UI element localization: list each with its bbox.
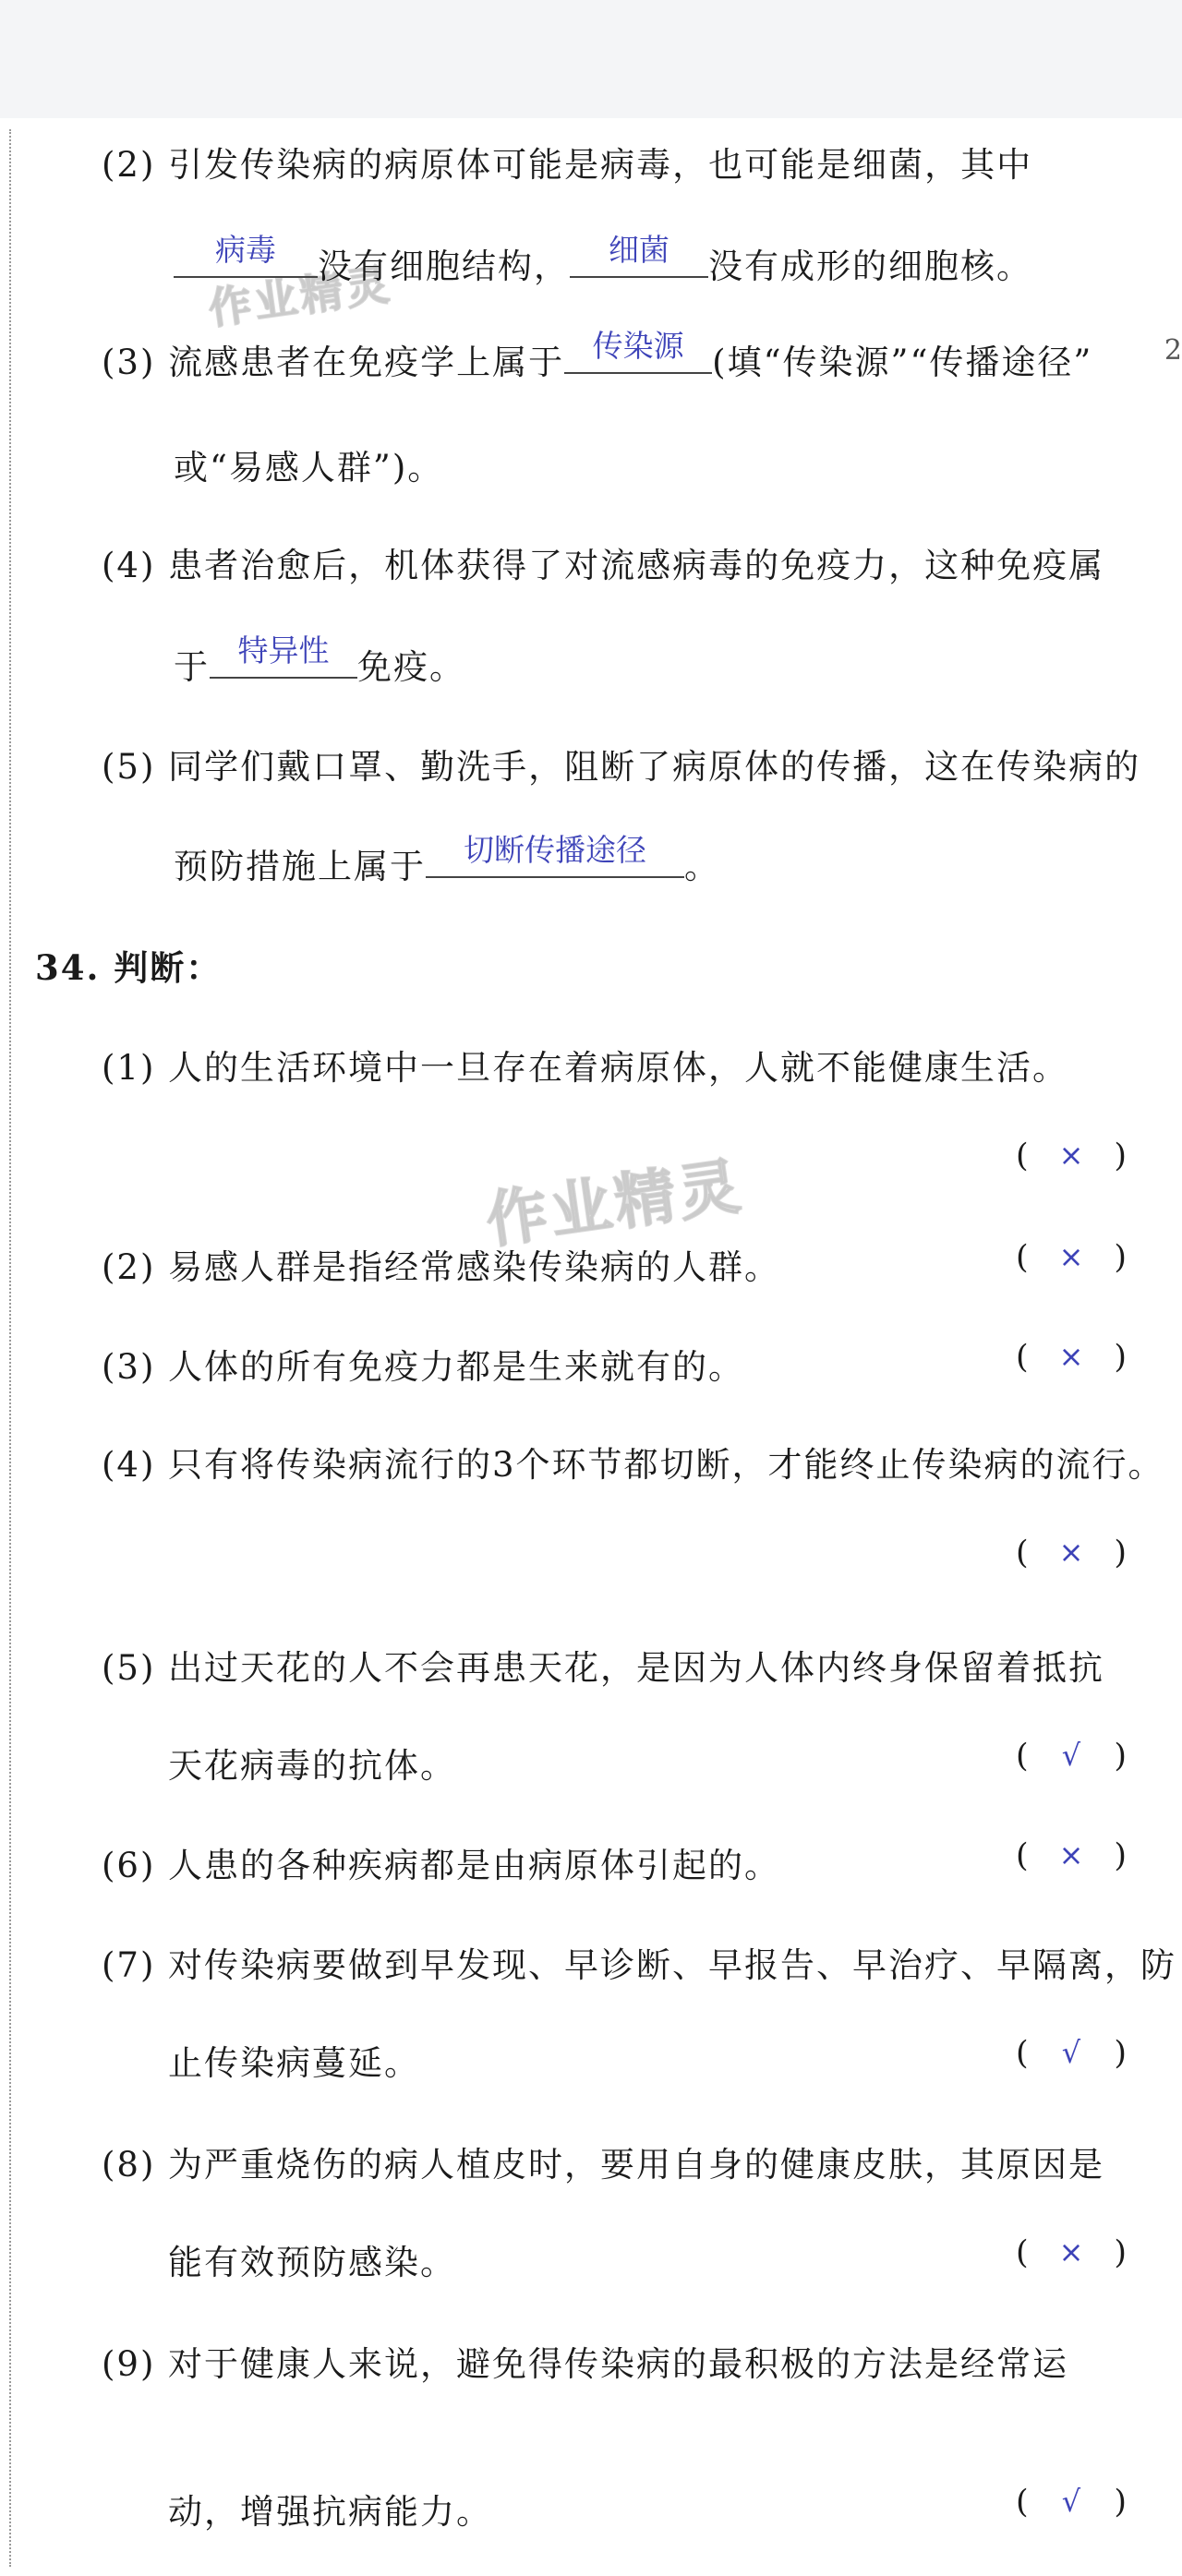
q34-item-7-cont: 止传染病蔓延。: [168, 2043, 420, 2083]
check-icon: √: [1061, 2484, 1081, 2519]
check-icon: √: [1061, 1738, 1081, 1773]
q34-item-5-cont: 天花病毒的抗体。: [168, 1746, 456, 1786]
item-number: (1): [102, 1048, 156, 1088]
item-text: 出过天花的人不会再患天花，是因为人体内终身保留着抵抗: [168, 1648, 1104, 1688]
cross-icon: ×: [1058, 1837, 1084, 1872]
item-number: (2): [102, 1247, 156, 1287]
item-number: (9): [102, 2344, 156, 2384]
text: 免疫。: [357, 647, 465, 687]
cross-icon: ×: [1058, 2234, 1084, 2269]
text: 没有成形的细胞核。: [708, 247, 1032, 286]
item-text: 人的生活环境中一旦存在着病原体，人就不能健康生活。: [168, 1048, 1068, 1088]
item-number: (4): [102, 1445, 156, 1485]
item-text: 只有将传染病流行的3个环节都切断，才能终止传染病的流行。: [168, 1445, 1164, 1485]
question-34-title: 34. 判断：: [35, 947, 223, 988]
handwritten-answer: 特异性: [237, 632, 330, 668]
q34-item-7: [102, 1937, 1176, 1987]
answer-blank: [210, 632, 357, 679]
edge-page-mark: 2: [1164, 334, 1182, 367]
q34-item-8-cont: 能有效预防感染。: [168, 2243, 456, 2282]
item-text: 易感人群是指经常感染传染病的人群。: [168, 1247, 780, 1287]
q33-p4-line1: (4) 患者治愈后，机体获得了对流感病毒的免疫力，这种免疫属: [102, 546, 1105, 585]
cross-icon: ×: [1058, 1339, 1084, 1374]
answer-blank: [174, 232, 318, 278]
answer-blank: [426, 832, 684, 878]
judgement-mark: ( √ ): [1016, 2035, 1127, 2072]
item-number: (3): [102, 1347, 156, 1387]
text: 没有细胞结构，: [318, 247, 570, 286]
q33-p4-line2: [174, 632, 465, 689]
cross-icon: ×: [1058, 1239, 1084, 1274]
judgement-mark: ( × ): [1016, 1837, 1127, 1874]
q34-item-5: [102, 1640, 1104, 1690]
item-text: 人患的各种疾病都是由病原体引起的。: [168, 1846, 780, 1885]
text: 预防措施上属于: [174, 847, 426, 886]
text: 。: [684, 847, 720, 886]
top-band: [0, 0, 1182, 118]
item-number: (7): [102, 1945, 156, 1985]
q34-item-8: [102, 2137, 1104, 2186]
watermark: 作业精灵: [481, 1150, 748, 1258]
text: 于: [174, 647, 210, 687]
q34-item-9: [102, 2336, 1068, 2386]
q33-p3-line2: 或“易感人群”)。: [174, 448, 444, 488]
q33-p3-line1: [102, 328, 1093, 384]
cross-icon: ×: [1058, 1535, 1084, 1570]
item-text: 人体的所有免疫力都是生来就有的。: [168, 1347, 744, 1387]
q34-item-9-cont: 动，增强抗病能力。: [168, 2492, 492, 2532]
q34-item-6: [102, 1837, 780, 1887]
judgement-mark: ( √ ): [1016, 1738, 1127, 1775]
check-icon: √: [1061, 2035, 1081, 2070]
handwritten-answer: 细菌: [609, 232, 669, 268]
binding-margin-line: [9, 129, 11, 2567]
item-number: (5): [102, 1648, 156, 1688]
text: (填“传染源”“传播途径”: [712, 343, 1093, 382]
q34-item-4: [102, 1437, 1164, 1487]
q33-p2-line1: (2) 引发传染病的病原体可能是病毒，也可能是细菌，其中: [102, 145, 1033, 185]
q34-item-2: [102, 1239, 780, 1289]
handwritten-answer: 病毒: [215, 232, 276, 268]
q34-item-3: [102, 1339, 744, 1389]
answer-blank: [564, 328, 712, 374]
q33-p2-line2: [174, 232, 1032, 288]
q33-p5-line2: [174, 832, 720, 888]
item-number: (8): [102, 2145, 156, 2185]
item-number: (6): [102, 1846, 156, 1885]
q34-item-1: [102, 1040, 1068, 1089]
watermark: 作业精灵: [205, 259, 396, 334]
item-text: 为严重烧伤的病人植皮时，要用自身的健康皮肤，其原因是: [168, 2145, 1104, 2185]
q33-p5-line1: (5) 同学们戴口罩、勤洗手，阻断了病原体的传播，这在传染病的: [102, 747, 1141, 787]
item-text: 对于健康人来说，避免得传染病的最积极的方法是经常运: [168, 2344, 1068, 2384]
judgement-mark: ( × ): [1016, 1339, 1127, 1376]
judgement-mark: ( × ): [1016, 1138, 1127, 1174]
judgement-mark: ( × ): [1016, 1239, 1127, 1276]
answer-blank: [570, 232, 708, 278]
judgement-mark: ( × ): [1016, 1535, 1127, 1571]
handwritten-answer: 传染源: [592, 328, 684, 364]
handwritten-answer: 切断传播途径: [464, 832, 646, 868]
cross-icon: ×: [1058, 1138, 1084, 1173]
judgement-mark: ( × ): [1016, 2234, 1127, 2271]
text: (3) 流感患者在免疫学上属于: [102, 343, 565, 382]
judgement-mark: ( √ ): [1016, 2484, 1127, 2521]
item-text: 对传染病要做到早发现、早诊断、早报告、早治疗、早隔离，防: [168, 1945, 1176, 1985]
